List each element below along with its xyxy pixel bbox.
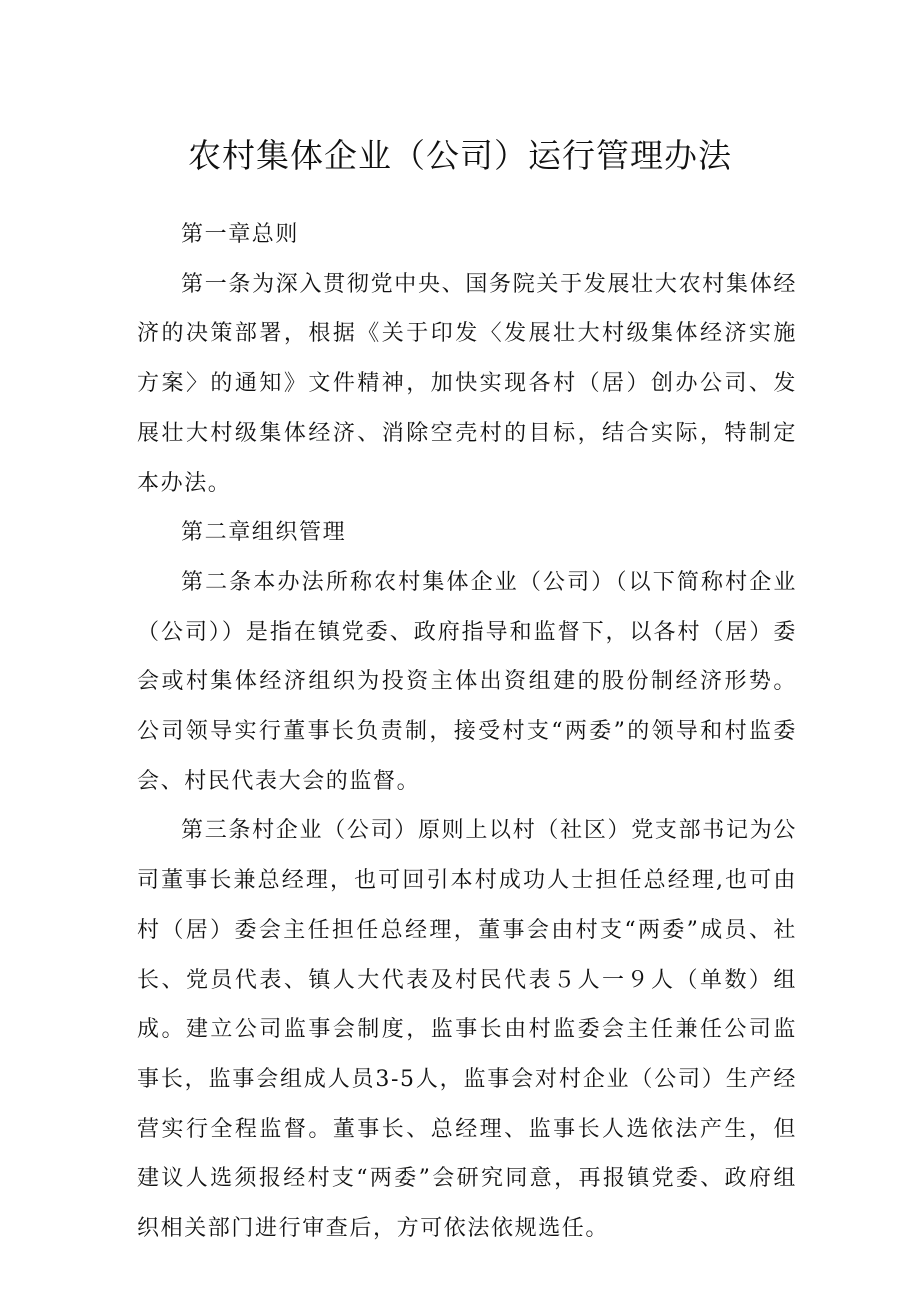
article-2-paragraph: 第二条本办法所称农村集体企业（公司）（以下简称村企业（公司））是指在镇党委、政府指导和监督下，以各村（居）委会或村集体经济组织为投资主体出资组建的股份制经济形势。公司领导实行董事长负责制，接受村支“两委”的领导和村监委会、村民代表大会的监督。 xyxy=(137,569,797,794)
article-3-paragraph: 第三条村企业（公司）原则上以村（社区）党支部书记为公司董事长兼总经理，也可回引本村成功人士担任总经理,也可由村（居）委会主任担任总经理，董事会由村支“两委”成员、社长、党员代表、镇人大代表及村民代表５人一９人（单数）组成。建立公司监事会制度，监事长由村监委会主任兼任公司监事长，监事会组成人员3-5人，监事会对村企业（公司）生产经营实行全程监督。董事长、总经理、监事长人选依法产生，但建议人选须报经村支“两委”会研究同意，再报镇党委、政府组织相关部门进行审查后，方可依法依规选任。 xyxy=(137,818,797,1242)
chapter-heading-2: 第二章组织管理 xyxy=(181,520,347,546)
article-1-paragraph: 第一条为深入贯彻党中央、国务院关于发展壮大农村集体经济的决策部署，根据《关于印发〈发展壮大村级集体经济实施方案〉的通知》文件精神，加快实现各村（居）创办公司、发展壮大村级集体经济、消除空壳村的目标，结合实际，特制定本办法。 xyxy=(137,271,797,496)
document-body xyxy=(137,210,797,1254)
document-title: 农村集体企业（公司）运行管理办法 xyxy=(188,136,732,175)
chapter-heading-1: 第一章总则 xyxy=(181,222,300,247)
